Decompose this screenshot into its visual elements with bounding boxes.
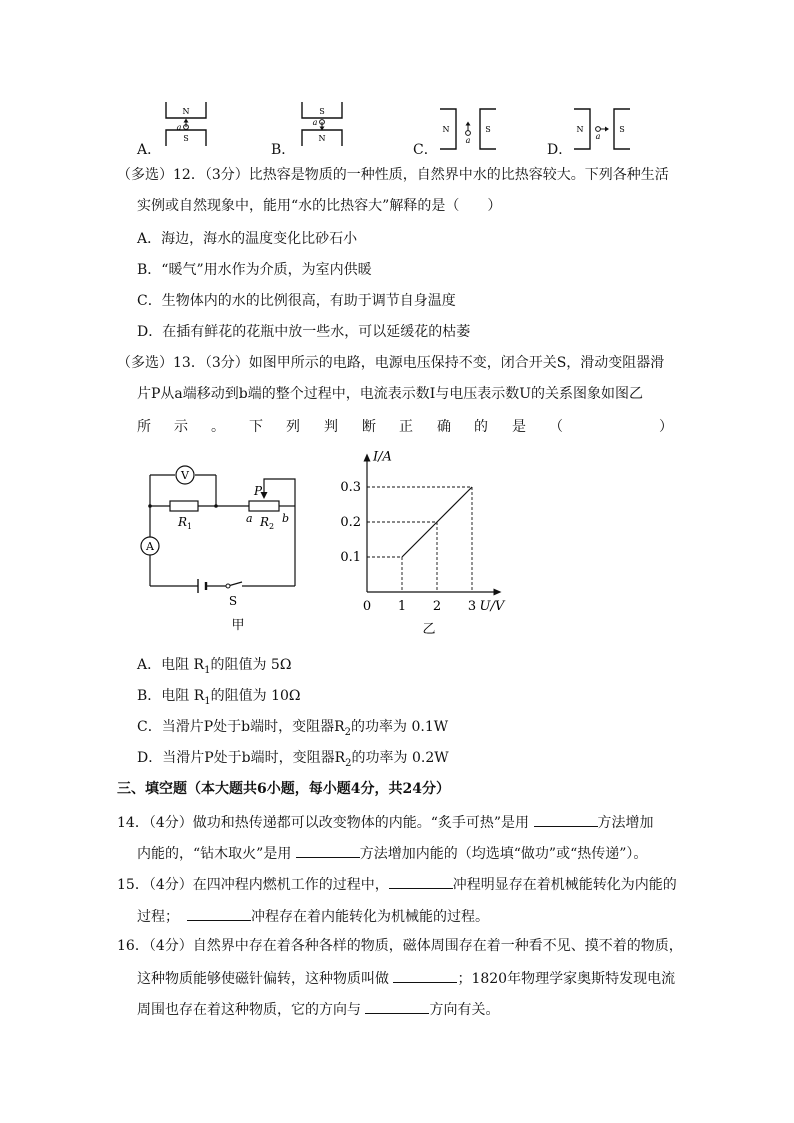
q13-stem-line2: 片P从a端移动到b端的整个过程中，电流表示数I与电压表示数U的关系图象如图乙 — [137, 386, 644, 402]
magnet-figure-b — [296, 96, 346, 152]
answer-blank[interactable] — [187, 906, 251, 921]
point-a: a — [595, 132, 601, 141]
q12-option-c: C．生物体内的水的比例很高，有助于调节自身温度 — [137, 293, 456, 309]
ammeter-label: A — [146, 540, 154, 553]
pole-right: S — [619, 125, 625, 134]
x-tick-label: 2 — [432, 599, 442, 614]
y-axis-label: I/A — [373, 449, 392, 465]
q13-char: 断 — [362, 419, 376, 435]
graph-caption: 乙 — [422, 622, 436, 637]
q14-line1: 14．（4分）做功和热传递都可以改变物体的内能。“炙手可热”是用 方法增加 — [117, 812, 654, 832]
x-axis-label: U/V — [479, 599, 505, 614]
y-tick-label: 0.1 — [340, 550, 361, 565]
pole-left: N — [576, 125, 584, 134]
q16-line2: 这种物质能够使磁针偏转，这种物质叫做 ；1820年物理学家奥斯特发现电流 — [137, 968, 675, 988]
q13-char: 列 — [286, 419, 300, 435]
x-tick-label: 1 — [397, 599, 407, 614]
y-tick-label: 0.3 — [340, 480, 361, 495]
y-tick-label: 0.2 — [340, 515, 361, 530]
end-a-label: a — [246, 512, 253, 525]
q13-char: 确 — [437, 419, 451, 435]
iu-graph — [330, 445, 520, 645]
magnet-figure-c — [436, 106, 500, 152]
q13-char: 所 — [137, 419, 151, 435]
q13-char: 下 — [249, 419, 263, 435]
q13-option-b: B．电阻 $R_1$的阻值为 10Ω — [137, 688, 301, 707]
x-axis-arrow — [494, 589, 502, 596]
pole-bottom: S — [183, 134, 189, 143]
q13-char: 是 — [512, 419, 526, 435]
y-axis-arrow — [364, 454, 371, 462]
q13-char: 正 — [399, 419, 413, 435]
q15-line1: 15．（4分）在四冲程内燃机工作的过程中， 冲程明显存在着机械能转化为内能的 — [117, 874, 677, 894]
q13-option-a: A．电阻 $R_1$的阻值为 5Ω — [137, 657, 292, 676]
q12-stem-line1: （多选）12．（3分）比热容是物质的一种性质，自然界中水的比热容较大。下列各种生活 — [117, 167, 669, 183]
q13-option-d: D．当滑片P处于b端时，变阻器$R_2$的功率为 0.2W — [137, 750, 449, 769]
point-a: a — [312, 118, 318, 127]
option-b-letter: B． — [271, 142, 296, 158]
q13-char: （ — [549, 419, 563, 435]
q13-char: 的 — [474, 419, 488, 435]
answer-blank[interactable] — [534, 812, 598, 827]
q13-char: ） — [659, 419, 673, 435]
magnet-figure-d — [570, 106, 634, 152]
answer-blank[interactable] — [365, 999, 429, 1014]
x-tick-label: 3 — [467, 599, 477, 614]
q13-stem-line1: （多选）13．（3分）如图甲所示的电路，电源电压保持不变，闭合开关S，滑动变阻器滑 — [117, 355, 665, 371]
end-b-label: b — [282, 512, 290, 525]
pole-top: S — [319, 107, 325, 116]
pole-top: N — [182, 107, 190, 116]
q13-option-c: C．当滑片P处于b端时，变阻器$R_2$的功率为 0.1W — [137, 719, 449, 738]
option-d-letter: D． — [547, 142, 573, 158]
option-c-letter: C． — [413, 142, 438, 158]
point-a: a — [176, 123, 182, 132]
answer-blank[interactable] — [296, 843, 360, 858]
pole-right: S — [485, 125, 491, 134]
r1-label: R — [178, 515, 188, 529]
answer-blank[interactable] — [389, 874, 453, 889]
q12-option-d: D．在插有鲜花的花瓶中放一些水，可以延缓花的枯萎 — [137, 324, 471, 340]
magnet-figure-a — [160, 96, 210, 152]
q14-line2: 内能的，“钻木取火”是用 方法增加内能的（均选填“做功”或“热传递”）。 — [137, 843, 647, 863]
answer-blank[interactable] — [393, 968, 457, 983]
slider-label: P — [254, 484, 263, 498]
pole-left: N — [442, 125, 450, 134]
r2-label: R — [260, 515, 270, 529]
q13-char: 判 — [324, 419, 338, 435]
q12-stem-line2: 实例或自然现象中，能用“水的比热容大”解释的是（ ） — [137, 198, 502, 214]
switch-label: S — [228, 594, 238, 608]
option-a-letter: A． — [137, 142, 162, 158]
q16-line3: 周围也存在着这种物质，它的方向与 方向有关。 — [137, 999, 499, 1019]
r2-subscript: 2 — [269, 522, 275, 531]
voltmeter-label: V — [181, 469, 189, 482]
q12-option-a: A．海边，海水的温度变化比砂石小 — [137, 231, 358, 247]
circuit-diagram — [130, 455, 310, 640]
circuit-caption: 甲 — [231, 618, 245, 633]
q13-char: 。 — [211, 419, 225, 435]
q15-line2: 过程； 冲程存在着内能转化为机械能的过程。 — [137, 906, 489, 926]
q13-char: 示 — [174, 419, 188, 435]
q12-option-b: B．“暖气”用水作为介质，为室内供暖 — [137, 262, 372, 278]
x-tick-label: 0 — [362, 599, 372, 614]
pole-bottom: N — [318, 134, 326, 143]
r1-subscript: 1 — [187, 522, 193, 531]
q16-line1: 16．（4分）自然界中存在着各种各样的物质，磁体周围存在着一种看不见、摸不着的物质， — [117, 938, 683, 954]
point-a: a — [465, 136, 471, 145]
section-3-title: 三、填空题（本大题共6小题，每小题4分，共24分） — [117, 781, 450, 797]
